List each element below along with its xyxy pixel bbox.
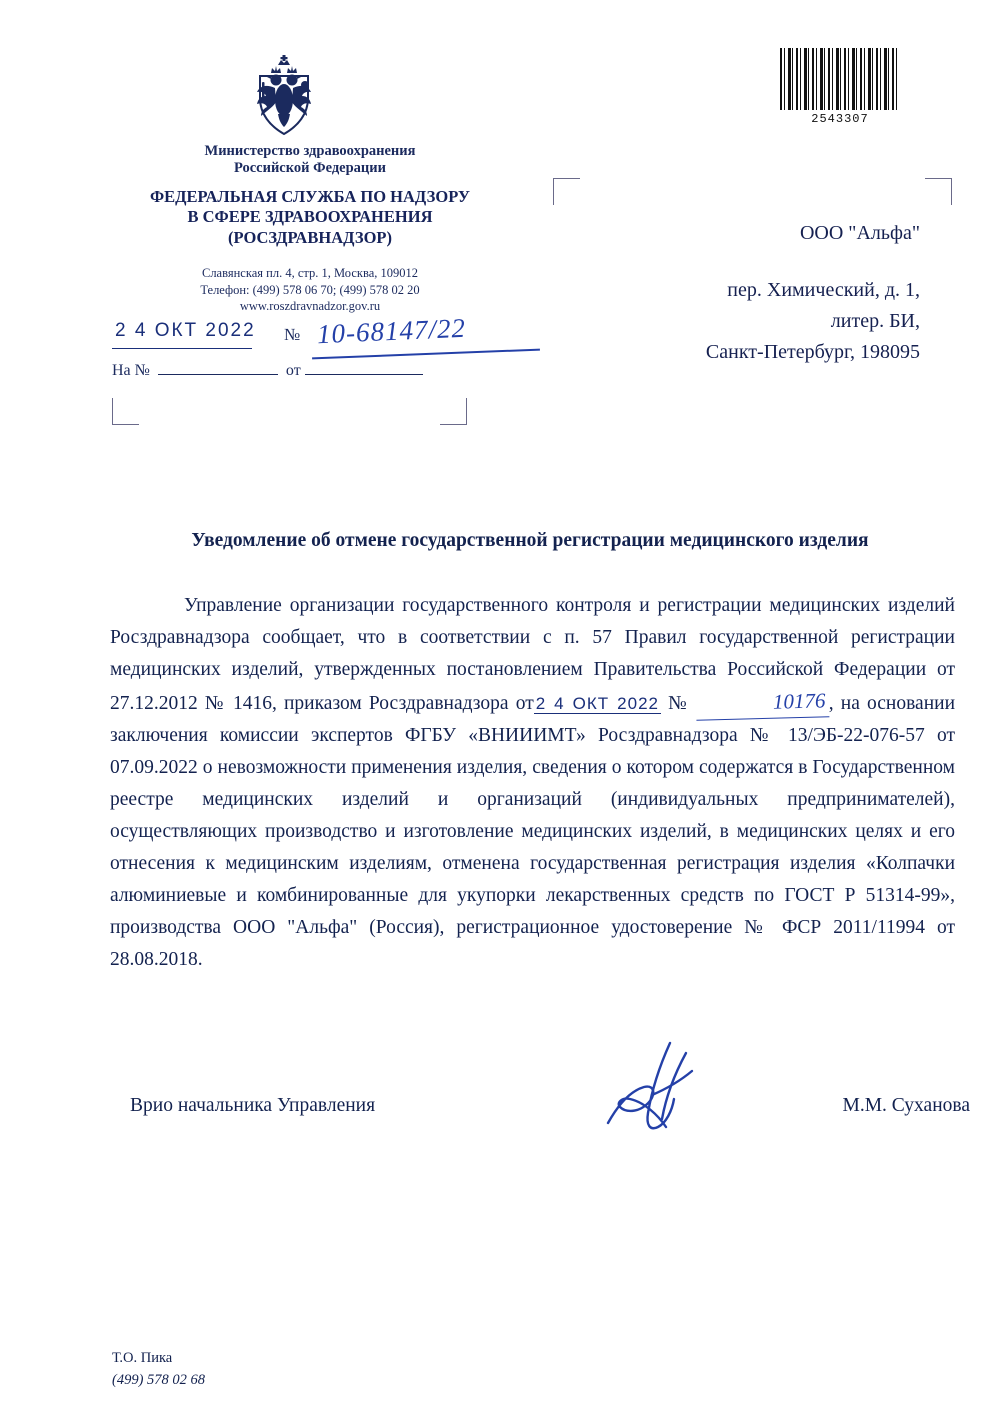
handwritten-signature-icon bbox=[600, 1035, 730, 1145]
addressee-line-3: Санкт-Петербург, 198095 bbox=[705, 341, 920, 363]
addressee-block bbox=[560, 218, 920, 368]
signatory-position: Врио начальника Управления bbox=[130, 1095, 376, 1116]
date-underline bbox=[112, 348, 252, 349]
executor-name: Т.О. Пика bbox=[112, 1350, 173, 1366]
addressee-corner-top-right bbox=[925, 178, 952, 205]
number-sign: № bbox=[284, 325, 301, 344]
letterhead-address: Славянская пл. 4, стр. 1, Москва, 109012 bbox=[201, 265, 418, 280]
from-label: от bbox=[285, 362, 301, 379]
signatory-name: М.М. Суханова bbox=[842, 1095, 970, 1116]
order-date-stamp: 2 4 ОКТ 2022 bbox=[535, 694, 659, 713]
ministry-line-2: Российской Федерации bbox=[233, 160, 386, 177]
reply-number-blank bbox=[158, 360, 278, 375]
addressee-corner-top-left bbox=[553, 178, 580, 205]
outgoing-dateline bbox=[112, 312, 532, 354]
outgoing-date-stamp: 2 4 ОКТ 2022 bbox=[115, 320, 256, 341]
letterhead-website: www.roszdravnadzor.gov.ru bbox=[239, 299, 381, 314]
barcode-icon bbox=[780, 48, 900, 110]
barcode-block bbox=[780, 48, 900, 126]
addressee-line-2: литер. БИ, bbox=[830, 310, 920, 332]
addressee-organization: ООО "Альфа" bbox=[799, 222, 920, 244]
ministry-line-1: Министерство здравоохранения bbox=[204, 143, 416, 159]
page-title: Уведомление об отмене государственной регистрации медицинского изделия bbox=[191, 530, 869, 551]
reply-date-blank bbox=[305, 360, 423, 375]
body-paragraph-part-2: , на основании заключения комиссии экспертов ФГБУ «ВНИИИМТ» Росздравнадзора № 13/ЭБ-22-076-57 от 07.09.2022 о невозможности применения изделия, сведения о котором содержатся в Государственном реестре медицинских изделий и организаций (индивидуальных предпринимателей), осуществляющих производство и изготовление медицинских изделий, в медицинских целях и его отнесения к медицинским изделиям, отменена государственная регистрация изделия «Колпачки алюминиевые и комбинированные для укупорки лекарственных средств по ГОСТ Р 51314-99», производства ООО "Альфа" (Россия), регистрационное удостоверение № ФСР 2011/11994 от 28.08.2018. bbox=[110, 693, 956, 970]
service-line-2: В СФЕРЕ ЗДРАВООХРАНЕНИЯ bbox=[187, 207, 433, 227]
letterhead bbox=[110, 143, 510, 315]
service-line-3: (РОСЗДРАВНАДЗОР) bbox=[227, 228, 392, 248]
reply-to-label: На № bbox=[112, 362, 150, 379]
document-body bbox=[110, 590, 955, 976]
russian-coat-of-arms-icon bbox=[248, 52, 320, 136]
reply-reference-line bbox=[112, 360, 427, 380]
outgoing-number: 10-68147/22 bbox=[316, 312, 467, 350]
executor-block bbox=[112, 1348, 205, 1392]
service-line-1: ФЕДЕРАЛЬНАЯ СЛУЖБА ПО НАДЗОРУ bbox=[150, 186, 470, 206]
stamp-corner-bottom-right bbox=[440, 398, 467, 425]
letterhead-phone: Телефон: (499) 578 06 70; (499) 578 02 20 bbox=[200, 282, 420, 297]
addressee-line-1: пер. Химический, д. 1, bbox=[727, 279, 920, 301]
order-number: 10176 bbox=[696, 684, 829, 720]
stamp-corner-bottom-left bbox=[112, 398, 139, 425]
barcode-number: 2543307 bbox=[811, 112, 869, 126]
number-underline bbox=[312, 349, 540, 359]
order-number-sign: № bbox=[668, 693, 690, 714]
body-paragraph-part-1: Управление организации государственного контроля и регистрации медицинских изделий Росздравнадзора сообщает, что в соответствии с п. 57 Правил государственной регистрации медицинских изделий, утвержденных постановлением Правительства Российской Федерации от 27.12.2012 № 1416, приказом Росздравнадзора от bbox=[110, 595, 955, 714]
executor-phone: (499) 578 02 68 bbox=[112, 1371, 206, 1388]
